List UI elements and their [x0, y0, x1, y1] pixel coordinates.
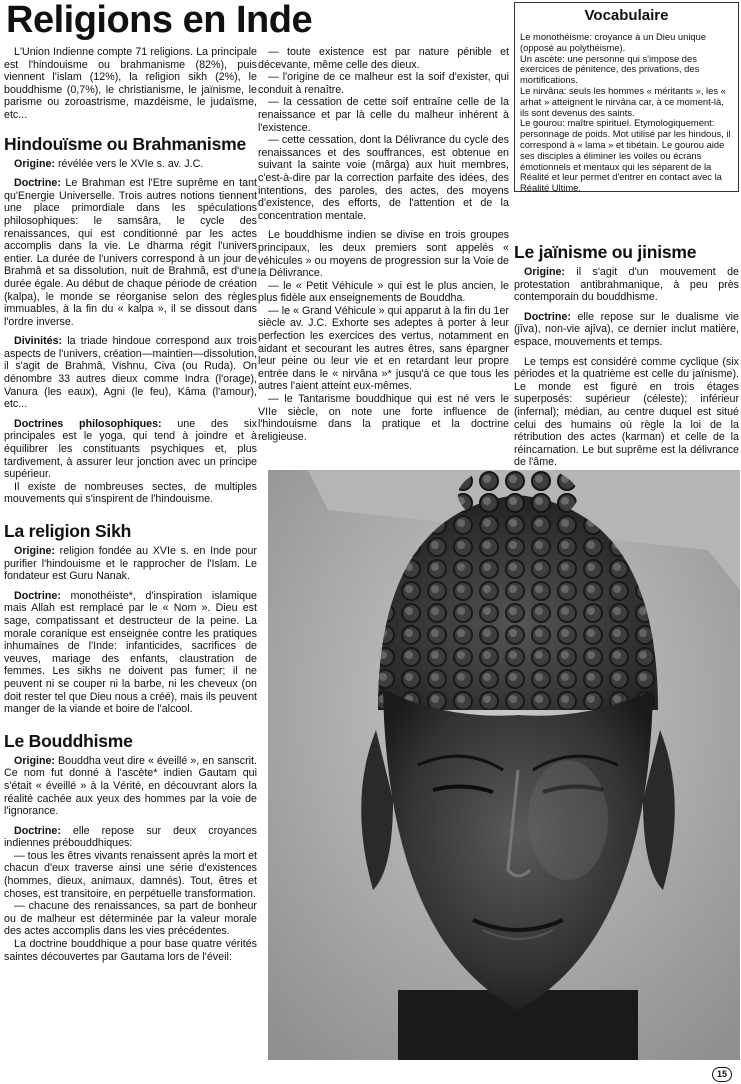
paragraph — [4, 335, 257, 411]
paragraph: — le Tantarisme bouddhique qui est né vers le VIIe siècle, on note une forte influence de l'hindouisme dans la pratique et la doctrine religieuse. — [258, 393, 509, 443]
paragraph: Le bouddhisme indien se divise en trois groupes principaux, les deux premiers sont appelés « véhicules » ou moyens de progression sur la Voie de la Délivrance. — [258, 229, 509, 280]
paragraph — [514, 266, 739, 304]
label: Origine: — [524, 266, 565, 278]
buddha-head-image — [268, 470, 740, 1060]
column-middle — [258, 46, 509, 443]
paragraph — [514, 311, 739, 349]
paragraph — [4, 418, 257, 481]
label: Origine: — [14, 754, 55, 767]
text: Bouddha veut dire « éveillé », en sanscrit. Ce nom fut donné à l'ascète* indien Gautam qui s'était « éveillé » à la Vérité, en découvrant alors la réalité cachée aux yeux des hommes par la voie de l'ignorance. — [4, 754, 257, 818]
text: Le Brahman est l'Etre suprême en tant qu'Energie Universelle. Trois autres notions tiennent une place primordiale dans les spéculations philosophiques: le samsâra, le cycle des renaissances, qui est conditionné par les actes accomplis dans la vie. Le dharma régit l'univers entier. La durée de l'univers correspond à un jour de Brahmâ et sa dissolution, nuit de Brahmâ, est d'une durée égale. Au début de chaque période de création (kalpa), le monde se réorganise selon des règles immuables, à la fin du « kalpa », il se dissout dans l'ordre inverse. — [4, 177, 257, 328]
text: il s'agit d'un mouvement de protestation antibrahmanique, à peu près contemporain du bouddhisme. — [514, 266, 739, 304]
paragraph: — le « Grand Véhicule » qui apparut à la fin du 1er siècle av. J.C. Exhorte ses adeptes à porter à leur perfection les exercices des vertus, notamment en aidant et secourant les autres êtres, sans épargner leur peine ou leur vie et en retardant leur propre entrée dans le « nirvâna »* jusqu'à ce que tous les autres l'aient atteint eux-mêmes. — [258, 304, 509, 393]
text: religion fondée au XVIe s. en Inde pour purifier l'hindouisme et le rapprocher de l'Islam. Le fondateur est Guru Nanak. — [4, 545, 257, 583]
column-left — [4, 46, 257, 963]
vocabulary-box — [514, 2, 739, 192]
paragraph — [4, 545, 257, 583]
vocabulary-title: Vocabulaire — [584, 7, 669, 24]
label: Doctrine: — [524, 310, 571, 323]
vocab-entry — [520, 118, 733, 194]
page-title: Religions en Inde — [6, 0, 313, 41]
vocab-def: : croyance à un Dieu unique (opposé au polythéisme). — [520, 31, 707, 53]
paragraph: — toute existence est par nature pénible et décevante, même celle des dieux. — [258, 46, 509, 71]
text: une des six principales est le yoga, qui tend à joindre et à équilibrer les constituants psychiques et, plus tardivement, à assurer leur jonction avec un principe supérieur. — [4, 417, 257, 481]
text: la triade hindoue correspond aux trois aspects de l'univers, création—maintien—dissolution, il s'agit de Brahmâ, Vishnu, Civa (ou Ruda). On dénombre 33 autres dieux comme Indra (l'orage), Vanura (les eaux), Agni (le feu), Kâma (l'amour), etc... — [4, 335, 257, 411]
label: Origine: — [14, 545, 55, 557]
section-heading-bouddhisme: Le Bouddhisme — [4, 730, 133, 751]
label: Doctrine: — [14, 824, 61, 837]
section-heading-sikh: La religion Sikh — [4, 521, 132, 541]
paragraph — [4, 177, 257, 328]
vocab-def: : une personne qui s'impose des exercices de pénitence, des privations, des mortifications. — [520, 52, 700, 86]
paragraph: — la cessation de cette soif entraîne celle de la renaissance et par là celle du malheur inhérent à l'existence. — [258, 96, 509, 134]
vocab-term: Le monothéisme — [520, 31, 590, 42]
paragraph — [4, 755, 257, 818]
paragraph: — l'origine de ce malheur est la soif d'exister, qui conduit à renaître. — [258, 71, 509, 96]
paragraph — [4, 158, 257, 171]
intro-paragraph: L'Union Indienne compte 71 religions. La principale est l'hindouisme ou brahmanisme (82%), puis viennent l'islam (12%), la religion sikh (2%), le bouddhisme (0,7%), le christianisme, le jaïnisme, le parisme ou zoroastrisme, mazdéisme, le judaïsme, etc... — [4, 46, 257, 121]
paragraph: — chacune des renaissances, sa part de bonheur ou de malheur est déterminée par la valeur morale des actes accomplis dans les vies précédentes. — [4, 900, 257, 938]
paragraph: — tous les êtres vivants renaissent après la mort et chacun d'eux traverse ainsi une série d'existences (hommes, dieux, animaux, damnés). Tout, êtres et choses, est transitoire, en perpétuelle transformation. — [4, 849, 257, 900]
paragraph: La doctrine bouddhique a pour base quatre vérités saintes découvertes par Gautama lors de l'éveil: — [4, 938, 257, 963]
vocab-entry — [520, 54, 733, 86]
vocab-def: : maître spirituel. Etymologiquement: personnage de poids. Mot utilisé par les hindous, il correspond à « lama » et tibétain. Le gourou aide ses disciples à éliminer les voiles ou écrans émotionnels et mentaux qui les séparent de la Réalité et leur permet d'entrer en contact avec la Réalité Ultime. — [520, 117, 731, 194]
text: elle repose sur le dualisme vie (jîva), non-vie ajîva), ce dernier inclut matière, espace, mouvements et temps. — [514, 310, 739, 348]
buddha-head-photo — [268, 470, 740, 1060]
label: Doctrine: — [14, 177, 61, 190]
vocab-term: Le nirvâna — [520, 84, 564, 96]
vocab-entry — [520, 86, 733, 118]
vocab-entry — [520, 32, 733, 54]
label: Doctrines philosophiques: — [14, 417, 162, 430]
text: monothéiste*, d'inspiration islamique mais Allah est remplacé par le « Nom ». Dieu est sage, compatissant et destructeur de la peine. La morale coranique est enseignée contre les pratiques inhumaines de l'Inde: infanticides, sacrifices de veuves, mariage des enfants, claustration de femmes. Les sikhs ne doivent pas fumer; il ne peuvent ni se couper ni la barbe, ni les cheveux (on doit rester tel que Dieu nous a créé), mais ils peuvent manger de la viande et boire de l'alcool. — [4, 589, 257, 716]
paragraph: Il existe de nombreuses sectes, de multiples mouvements qui s'inspirent de l'hindouisme. — [4, 480, 257, 506]
page-number: 15 — [712, 1067, 732, 1082]
paragraph — [4, 825, 257, 850]
paragraph: — cette cessation, dont la Délivrance du cycle des renaissances et des souffrances, est obtenue en suivant la sainte voie (mârga) aux huit membres, c'est-à-dire par la correction parfaite des idées, des intentions, des paroles, des actes, des moyens d'existence, des efforts, de l'attention et de la concentration mentale. — [258, 134, 509, 222]
text: révélée vers le XVIe s. av. J.C. — [54, 157, 204, 170]
text: elle repose sur deux croyances indiennes prébouddhiques: — [4, 824, 257, 850]
label: Doctrine: — [14, 589, 61, 602]
section-heading-jainisme: Le jaïnisme ou jinisme — [514, 242, 697, 262]
paragraph: Le temps est considéré comme cyclique (six périodes et la quatrième est celle du jaïnisme). Le monde est figuré en trois étages superposés: supérieur (céleste); inférieur (infernal); médian, au centre duquel est situé celui des humains où règle la loi de la rétribution des actes (karman) et celle de la réincarnation. Le but suprême est la délivrance de l'âme. — [514, 355, 739, 469]
section-heading-hindouisme: Hindouïsme ou Brahmanisme — [4, 133, 246, 154]
vocab-term: Un ascète — [520, 52, 563, 64]
vocab-def: : seuls les hommes « méritants », les « arhat » atteignent le nirvâna car, à ce moment-là, ils sont devenus des saints. — [520, 84, 726, 118]
paragraph: — le « Petit Véhicule » qui est le plus ancien, le plus fidèle aux enseignements de Bouddha. — [258, 279, 509, 305]
label: Origine: — [14, 157, 55, 170]
column-right — [514, 243, 739, 507]
vocab-term: Le gourou — [520, 117, 563, 129]
paragraph — [4, 590, 257, 716]
label: Divinités: — [14, 335, 63, 348]
